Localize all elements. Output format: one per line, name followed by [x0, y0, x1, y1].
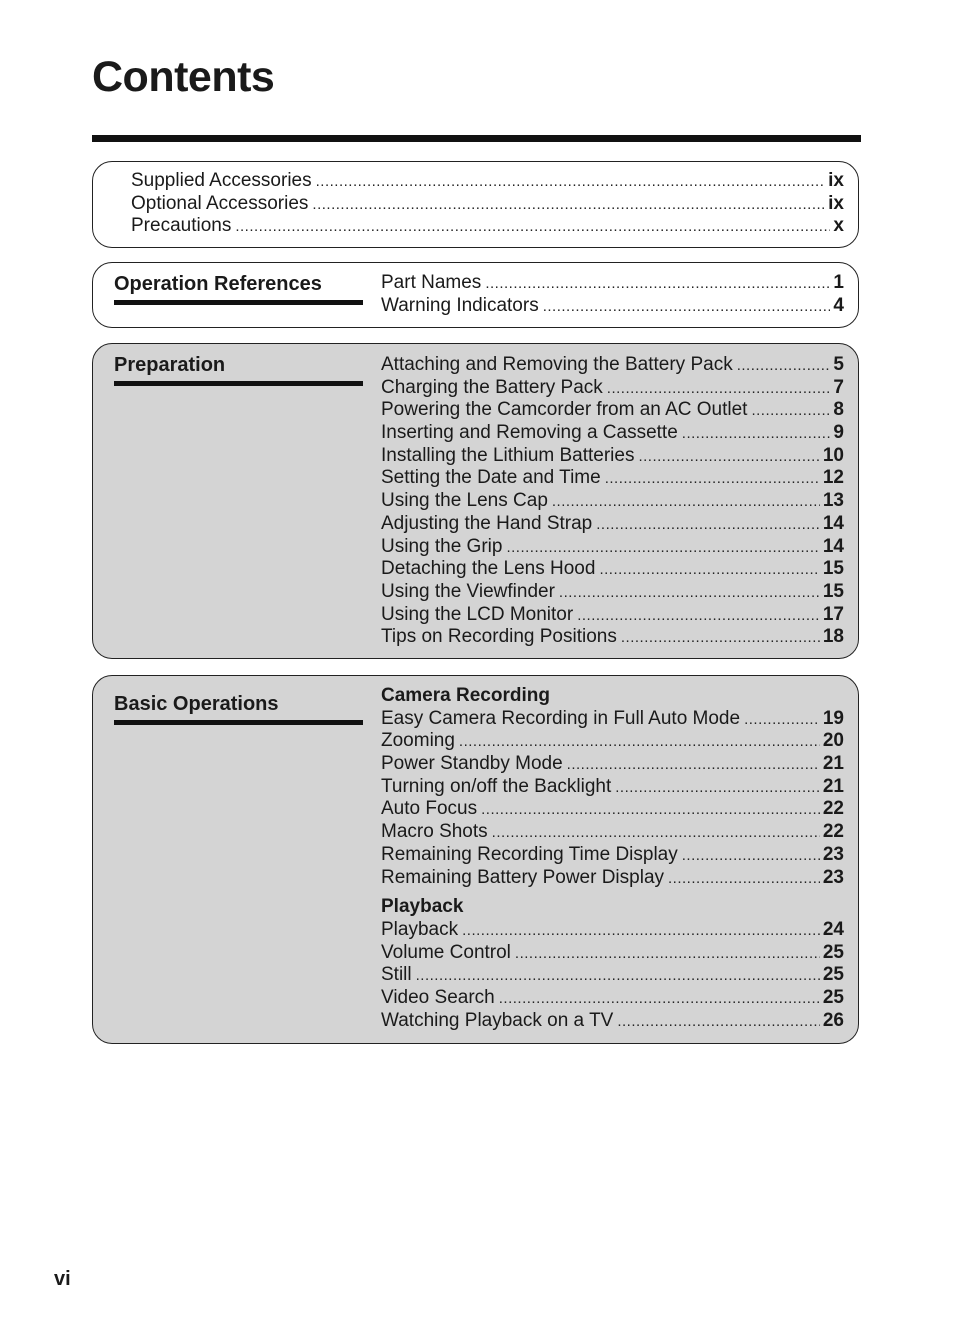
toc-entry-page: 15 [822, 558, 844, 580]
toc-entry-label: Using the LCD Monitor [381, 603, 574, 625]
toc-entry-label: Power Standby Mode [381, 753, 563, 775]
dot-leader [416, 965, 820, 988]
toc-entry-page: 14 [822, 512, 844, 534]
dot-leader [316, 171, 826, 194]
section-heading: Basic Operations [114, 692, 363, 725]
toc-entry-page: 24 [822, 918, 844, 940]
dot-leader [682, 423, 831, 446]
toc-entry-warning-indicators[interactable] [381, 295, 844, 318]
toc-entry-page: 13 [822, 490, 844, 512]
toc-entry-page: 23 [822, 843, 844, 865]
toc-entry[interactable] [381, 821, 844, 844]
toc-entry-label: Volume Control [381, 941, 511, 963]
toc-entry[interactable] [381, 776, 844, 799]
toc-entry[interactable] [381, 558, 844, 581]
dot-leader [499, 988, 820, 1011]
toc-entry-page: 8 [833, 399, 844, 421]
toc-entry-label: Auto Focus [381, 798, 478, 820]
toc-entry-label: Using the Grip [381, 535, 503, 557]
toc-entry[interactable] [381, 467, 844, 490]
toc-entry-page: 23 [822, 866, 844, 888]
toc-entry-page: x [833, 215, 844, 237]
dot-leader [615, 777, 820, 800]
intro-entries [131, 170, 844, 238]
toc-entry-page: 18 [822, 626, 844, 648]
dot-leader [621, 627, 820, 650]
dot-leader [462, 920, 820, 943]
toc-entry[interactable] [381, 987, 844, 1010]
toc-entry-label: Still [381, 964, 412, 986]
footer-page-number: vi [54, 1268, 71, 1290]
dot-leader [559, 582, 820, 605]
toc-entry-label: Supplied Accessories [131, 170, 312, 191]
toc-entry-page: 14 [822, 535, 844, 557]
dot-leader [607, 378, 831, 401]
toc-entry-page: 25 [822, 941, 844, 963]
toc-entry-label: Turning on/off the Backlight [381, 775, 612, 797]
dot-leader [599, 559, 819, 582]
toc-entry-page: 25 [822, 964, 844, 986]
dot-leader [596, 514, 820, 537]
toc-entry-page: 7 [833, 376, 844, 398]
dot-leader [543, 296, 831, 319]
toc-entry[interactable] [381, 919, 844, 942]
toc-entry-label: Using the Viewfinder [381, 580, 555, 602]
subheading-camera-recording: Camera Recording [381, 685, 550, 706]
toc-entry[interactable] [381, 844, 844, 867]
toc-entry[interactable] [381, 867, 844, 890]
section-heading: Preparation [114, 353, 363, 386]
dot-leader [682, 845, 820, 868]
toc-entry-label: Charging the Battery Pack [381, 376, 603, 398]
toc-entry[interactable] [381, 399, 844, 422]
toc-entry-page: 21 [822, 775, 844, 797]
dot-leader [577, 605, 820, 628]
dot-leader [492, 822, 820, 845]
toc-entry-label: Zooming [381, 730, 455, 752]
toc-entry-page: 26 [822, 1009, 844, 1031]
toc-entry-page: 21 [822, 753, 844, 775]
toc-entry[interactable] [381, 377, 844, 400]
section-entries [381, 272, 844, 317]
section-entries [381, 354, 844, 649]
toc-entry-label: Warning Indicators [381, 294, 539, 316]
dot-leader [235, 216, 830, 239]
toc-entry-label: Installing the Lithium Batteries [381, 444, 635, 466]
toc-entry-label: Adjusting the Hand Strap [381, 512, 593, 534]
toc-entry-label: Remaining Battery Power Display [381, 866, 665, 888]
dot-leader [506, 537, 819, 560]
dot-leader [485, 273, 830, 296]
toc-entry-label: Part Names [381, 272, 482, 293]
toc-entry[interactable] [381, 708, 844, 731]
toc-entry[interactable] [381, 753, 844, 776]
section-preparation [92, 343, 859, 659]
toc-entry[interactable] [381, 445, 844, 468]
toc-entry[interactable] [381, 604, 844, 627]
dot-leader [737, 355, 831, 378]
toc-entry[interactable] [381, 798, 844, 821]
toc-entry-page: ix [828, 192, 844, 214]
toc-entry-label: Remaining Recording Time Display [381, 843, 678, 865]
toc-entry-page: 4 [833, 294, 844, 316]
dot-leader [744, 709, 820, 732]
section-operation-references [92, 262, 859, 328]
toc-entry[interactable] [381, 626, 844, 649]
toc-entry[interactable] [381, 964, 844, 987]
toc-entry-precautions[interactable] [131, 215, 844, 238]
toc-entry-page: 19 [822, 707, 844, 729]
toc-entry-label: Macro Shots [381, 821, 488, 843]
dot-leader [638, 446, 819, 469]
toc-entry[interactable] [381, 490, 844, 513]
dot-leader [481, 799, 820, 822]
toc-entry[interactable] [381, 513, 844, 536]
toc-entry-label: Watching Playback on a TV [381, 1009, 614, 1031]
title-rule [92, 135, 861, 142]
toc-entry-page: 22 [822, 821, 844, 843]
toc-entry-page: 17 [822, 603, 844, 625]
toc-entry-page: 9 [833, 422, 844, 444]
toc-entry[interactable] [381, 730, 844, 753]
dot-leader [605, 468, 820, 491]
toc-entry-label: Optional Accessories [131, 192, 309, 214]
toc-entry[interactable] [381, 422, 844, 445]
dot-leader [459, 731, 820, 754]
dot-leader [515, 943, 820, 966]
toc-entry-page: 10 [822, 444, 844, 466]
toc-entry-page: 22 [822, 798, 844, 820]
toc-entry-label: Precautions [131, 215, 232, 237]
toc-entry-supplied-accessories[interactable] [131, 170, 844, 193]
toc-entry-label: Using the Lens Cap [381, 490, 548, 512]
intro-box [92, 161, 859, 248]
toc-entry-label: Playback [381, 918, 459, 940]
toc-entry-label: Video Search [381, 986, 495, 1008]
dot-leader [552, 491, 820, 514]
toc-entry-label: Inserting and Removing a Cassette [381, 422, 678, 444]
toc-entry[interactable] [381, 536, 844, 559]
dot-leader [567, 754, 820, 777]
toc-entry-label: Powering the Camcorder from an AC Outlet [381, 399, 748, 421]
toc-entry[interactable] [381, 942, 844, 965]
toc-entry[interactable] [381, 581, 844, 604]
dot-leader [312, 194, 825, 217]
toc-entry[interactable] [381, 354, 844, 377]
toc-entry[interactable] [381, 1010, 844, 1033]
subheading-playback: Playback [381, 896, 464, 918]
toc-entry-part-names[interactable] [381, 272, 844, 295]
section-entries [381, 685, 844, 1032]
toc-entry-label: Easy Camera Recording in Full Auto Mode [381, 707, 741, 729]
dot-leader [617, 1011, 820, 1034]
toc-entry-label: Tips on Recording Positions [381, 626, 617, 648]
toc-entry-page: 5 [833, 354, 844, 375]
toc-entry-page: 1 [833, 272, 844, 293]
dot-leader [668, 868, 820, 891]
toc-entry-label: Setting the Date and Time [381, 467, 601, 489]
toc-entry-page: 20 [822, 730, 844, 752]
page-title: Contents [92, 53, 275, 101]
toc-entry-page: 15 [822, 580, 844, 602]
dot-leader [751, 400, 830, 423]
section-heading: Operation References [114, 272, 363, 305]
toc-entry-page: ix [828, 170, 844, 191]
toc-entry-optional-accessories[interactable] [131, 193, 844, 216]
toc-entry-page: 25 [822, 986, 844, 1008]
toc-entry-page: 12 [822, 467, 844, 489]
toc-entry-label: Detaching the Lens Hood [381, 558, 596, 580]
section-basic-operations [92, 675, 859, 1044]
toc-entry-label: Attaching and Removing the Battery Pack [381, 354, 733, 375]
